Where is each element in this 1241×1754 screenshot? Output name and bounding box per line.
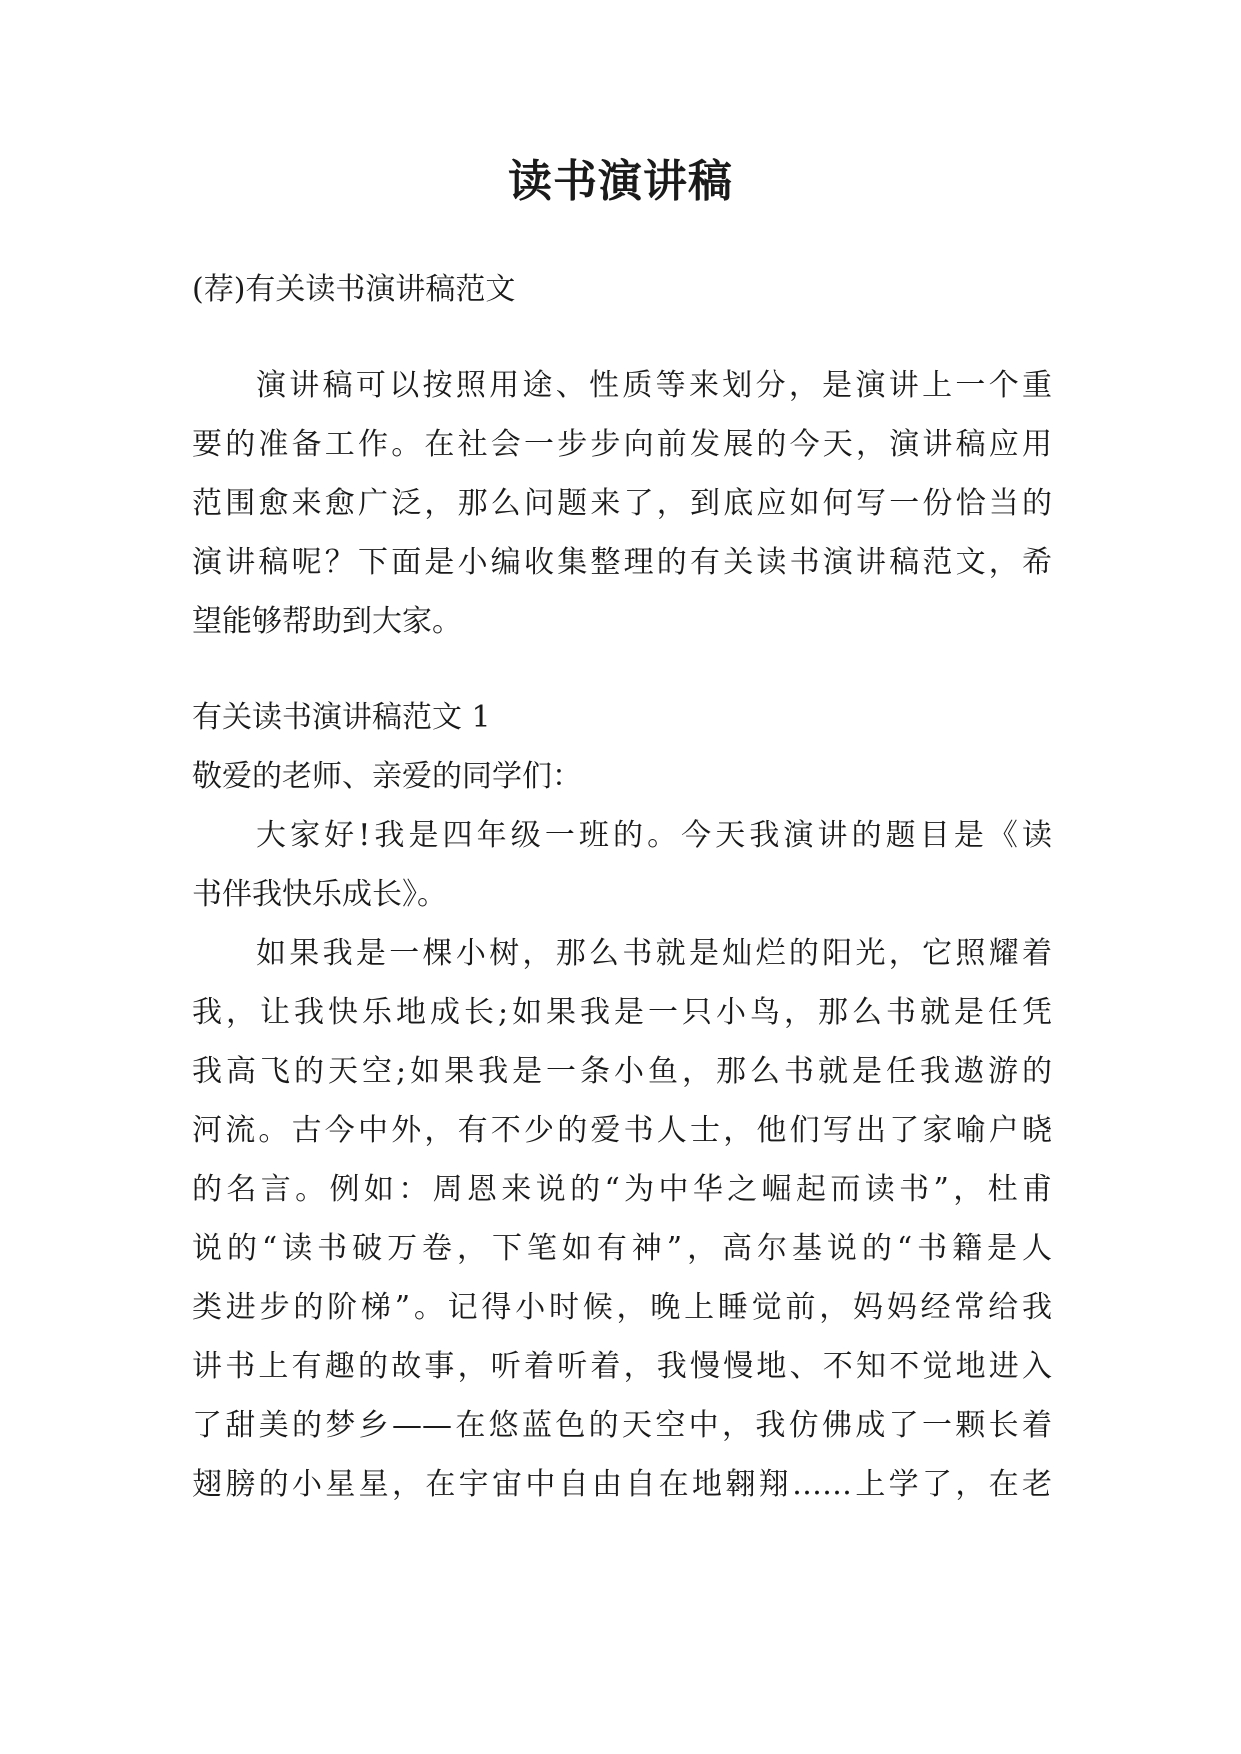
para2-line-3: 我高飞的天空;如果我是一条小鱼，那么书就是任我遨游的 [192, 1054, 1052, 1089]
intro-line-5: 望能够帮助到大家。 [192, 604, 462, 639]
para1-line-1: 大家好!我是四年级一班的。今天我演讲的题目是《读 [256, 818, 1052, 853]
section-heading: 有关读书演讲稿范文 1 [192, 700, 491, 735]
para2-line-9: 了甜美的梦乡——在悠蓝色的天空中，我仿佛成了一颗长着 [192, 1408, 1052, 1443]
intro-line-3: 范围愈来愈广泛，那么问题来了，到底应如何写一份恰当的 [192, 486, 1052, 521]
para2-line-4: 河流。古今中外，有不少的爱书人士，他们写出了家喻户晓 [192, 1113, 1052, 1148]
intro-line-2: 要的准备工作。在社会一步步向前发展的今天，演讲稿应用 [192, 427, 1052, 462]
document-subtitle: (荐)有关读书演讲稿范文 [192, 272, 516, 307]
para2-line-7: 类进步的阶梯”。记得小时候，晚上睡觉前，妈妈经常给我 [192, 1290, 1052, 1325]
intro-line-4: 演讲稿呢？下面是小编收集整理的有关读书演讲稿范文，希 [192, 545, 1052, 580]
para2-line-1: 如果我是一棵小树，那么书就是灿烂的阳光，它照耀着 [256, 936, 1052, 971]
para2-line-5: 的名言。例如：周恩来说的“为中华之崛起而读书”，杜甫 [192, 1172, 1052, 1207]
document-title: 读书演讲稿 [508, 156, 733, 207]
salutation: 敬爱的老师、亲爱的同学们： [192, 759, 582, 794]
para2-line-2: 我，让我快乐地成长;如果我是一只小鸟，那么书就是任凭 [192, 995, 1052, 1030]
para2-line-6: 说的“读书破万卷，下笔如有神”，高尔基说的“书籍是人 [192, 1231, 1052, 1266]
para2-line-8: 讲书上有趣的故事，听着听着，我慢慢地、不知不觉地进入 [192, 1349, 1052, 1384]
para1-line-2: 书伴我快乐成长》。 [192, 877, 447, 912]
intro-line-1: 演讲稿可以按照用途、性质等来划分，是演讲上一个重 [256, 368, 1052, 403]
para2-line-10: 翅膀的小星星，在宇宙中自由自在地翱翔……上学了，在老 [192, 1467, 1052, 1502]
